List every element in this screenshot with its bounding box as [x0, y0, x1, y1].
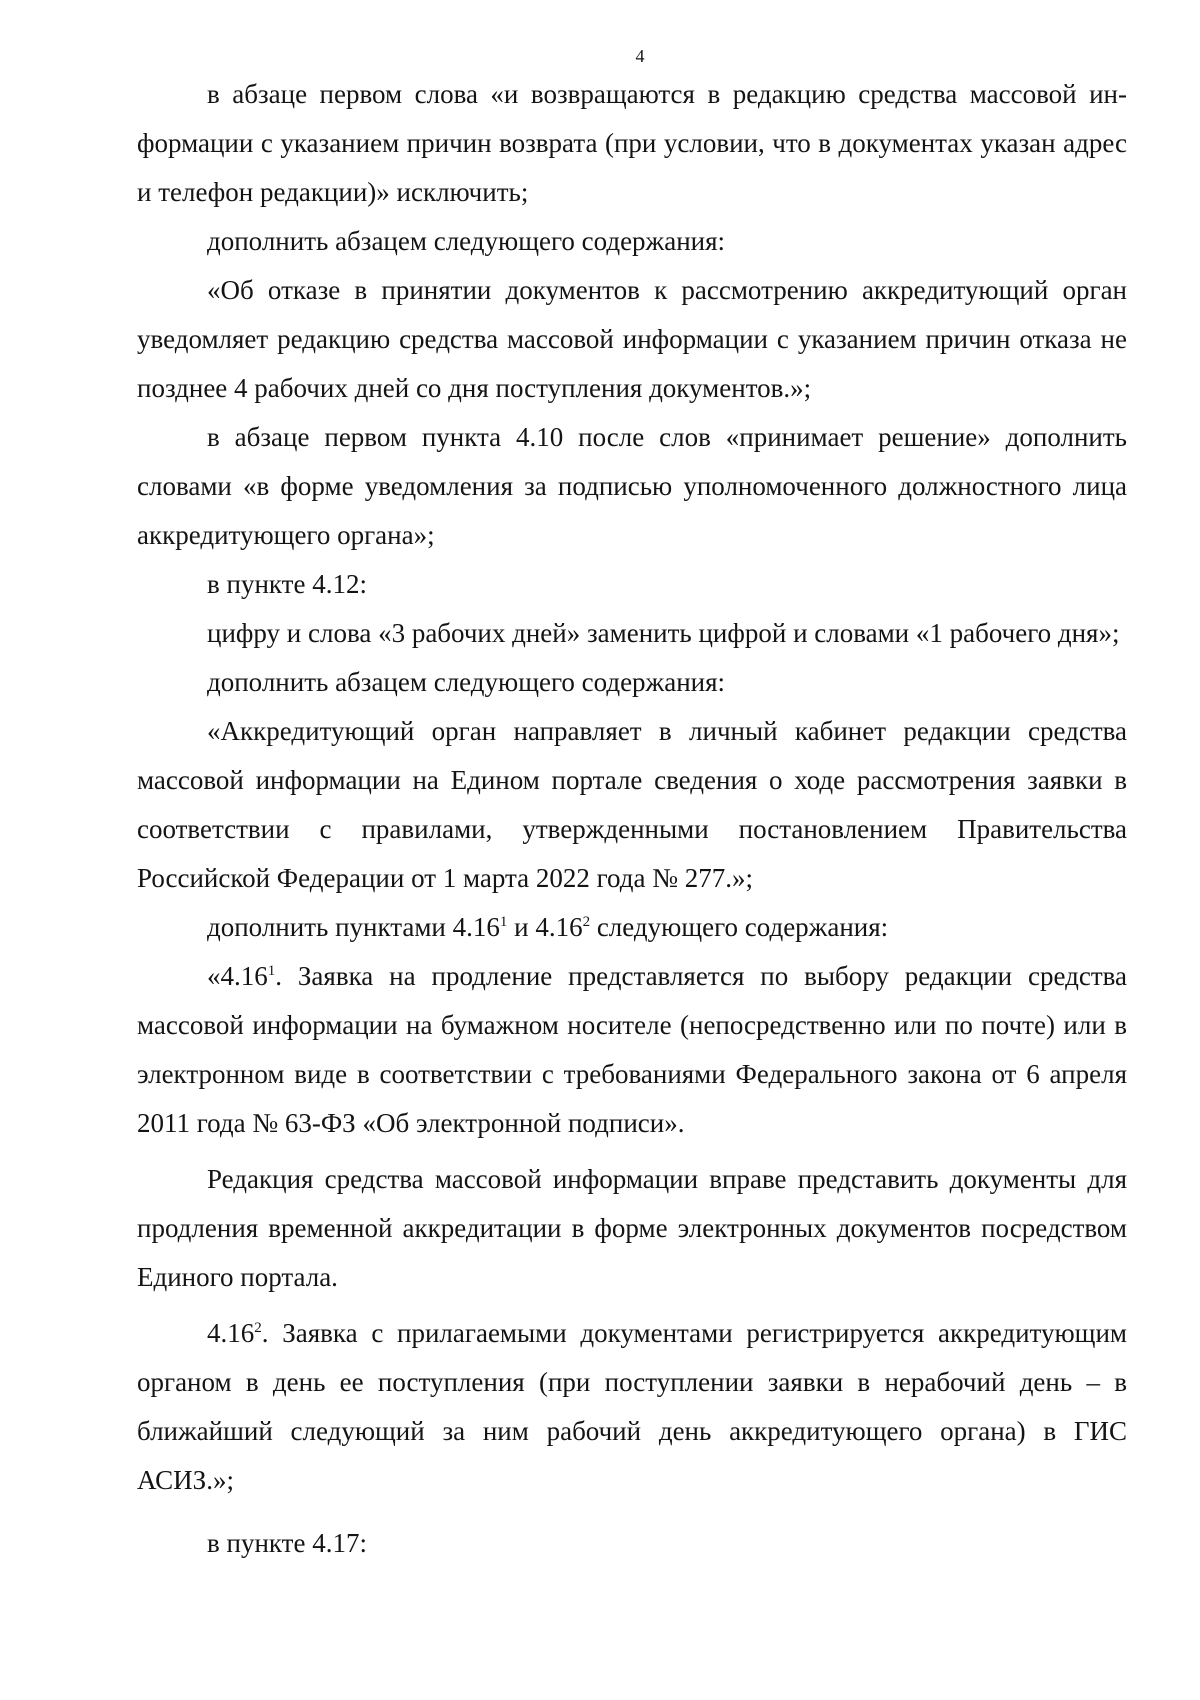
paragraph: Редакция средства массовой информации вправе представить документы для продления временной аккредитации в форме электронных документов посредством Единого портала.	[137, 1164, 1127, 1292]
superscript: 2	[582, 914, 591, 930]
paragraph: в пункте 4.17:	[207, 1528, 367, 1558]
paragraph-text: 4.16	[207, 1318, 255, 1348]
paragraph-text: . Заявка на продление представляется по выбору редакции средства массовой информации на бумажном носителе (непосредственно или по почте) или в электронном виде в соответствии с требованиями Федерального закона от 6 апреля 2011 года № 63-ФЗ «Об электронной подписи».	[137, 961, 1127, 1138]
paragraph-text: . Заявка с прилагаемыми документами регистрируется аккредитующим органом в день ее поступления (при поступлении заявки в нерабочий день – в ближайший следующий за ним рабочий день аккредитующего органа) в ГИС АСИЗ.»;	[137, 1318, 1127, 1495]
paragraph	[137, 952, 1127, 1148]
paragraph: дополнить абзацем следующего содержания:	[207, 226, 726, 256]
paragraph-text: дополнить пунктами 4.16	[207, 912, 500, 942]
page-number: 4	[635, 46, 645, 66]
superscript: 1	[499, 914, 508, 930]
paragraph-text: «4.16	[207, 961, 268, 991]
paragraph-text: и 4.16	[507, 912, 583, 942]
superscript: 1	[267, 963, 276, 979]
paragraph-text: следующего содержания:	[590, 912, 889, 942]
paragraph: дополнить абзацем следующего содержания:	[207, 667, 726, 697]
paragraph: цифру и слова «3 рабочих дней» заменить цифрой и словами «1 рабочего дня»;	[207, 618, 1120, 648]
paragraph: в абзаце первом слова «и возвращаются в редакцию средства массовой информации с указанием причин возврата (при условии, что в документах указан адрес и телефон редакции)» исключить;	[137, 79, 1127, 207]
paragraph: в пункте 4.12:	[207, 569, 367, 599]
superscript: 2	[254, 1320, 262, 1336]
paragraph: «Аккредитующий орган направляет в личный кабинет редакции средства массовой информации на Едином портале сведения о ходе рассмотрения заявки в соответствии с правилами, утвержденными постановлением Правительства Российской Федерации от 1 марта 2022 года № 277.»;	[137, 716, 1127, 893]
document-body	[137, 70, 1127, 1568]
paragraph	[137, 903, 1127, 952]
paragraph: в абзаце первом пункта 4.10 после слов «принимает решение» дополнить словами «в форме уведомления за подписью уполномоченного должностного лица аккредитующего органа»;	[137, 422, 1127, 550]
paragraph: «Об отказе в принятии документов к рассмотрению аккредитующий орган уведомляет редакцию средства массовой информации с указанием причин отказа не позднее 4 рабочих дней со дня поступления документов.»;	[137, 275, 1127, 403]
paragraph	[137, 1309, 1127, 1505]
